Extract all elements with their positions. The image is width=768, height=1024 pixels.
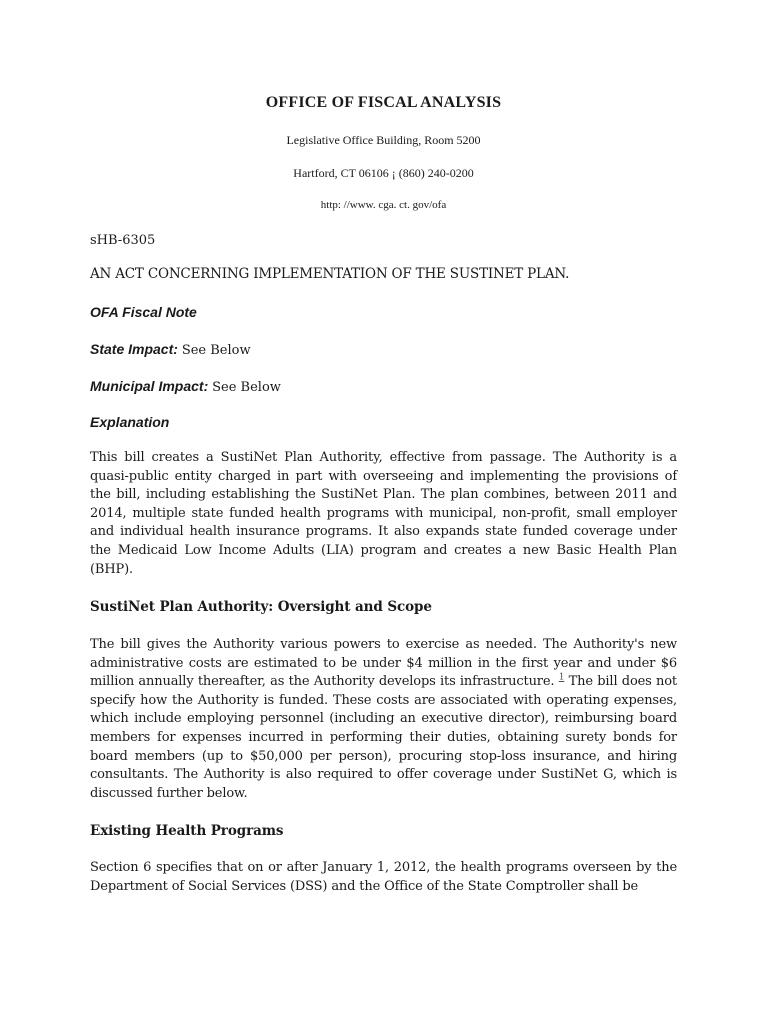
- state-impact: [90, 341, 251, 358]
- authority-paragraph-part1: The bill gives the Authority various powers to exercise as needed. The Authority's new administrative costs are estimated to be under $4 million in the first year and under $6 million annually thereafter, as the Authority develops its infrastructure.: [90, 637, 677, 690]
- authority-paragraph-part2: The bill does not specify how the Authority is funded. These costs are associated with operating expenses, which include employing personnel (including an executive director), reimbursing board members for expenses incurred in performing their duties, obtaining surety bonds for board members (up to $50,000 per person), procuring stop-loss insurance, and hiring consultants. The Authority is also required to offer coverage under SustiNet G, which is discussed further below.: [90, 674, 677, 801]
- office-title: OFFICE OF FISCAL ANALYSIS: [265, 94, 502, 111]
- existing-programs-subheading: Existing Health Programs: [90, 823, 284, 839]
- state-impact-value: See Below: [181, 343, 251, 358]
- existing-programs-paragraph: Section 6 specifies that on or after January 1, 2012, the health programs overseen by the Department of Social Services (DSS) and the Office of the State Comptroller shall be: [90, 860, 677, 894]
- office-address: Legislative Office Building, Room 5200: [286, 133, 481, 147]
- state-impact-label: State Impact:: [90, 341, 178, 357]
- authority-subheading: SustiNet Plan Authority: Oversight and Scope: [90, 599, 432, 615]
- explanation-heading: Explanation: [90, 414, 170, 430]
- municipal-impact-value: See Below: [212, 380, 281, 395]
- office-url[interactable]: http: //www. cga. ct. gov/ofa: [320, 199, 447, 211]
- authority-paragraph: [90, 636, 677, 803]
- footnote-link[interactable]: 1: [558, 672, 565, 683]
- municipal-impact-label: Municipal Impact:: [90, 378, 209, 394]
- bill-id: sHB-6305: [90, 233, 156, 248]
- municipal-impact: [90, 378, 281, 395]
- fiscal-note-heading: OFA Fiscal Note: [90, 304, 197, 320]
- office-city-phone: Hartford, CT 06106 ¡ (860) 240-0200: [293, 166, 474, 180]
- explanation-paragraph: This bill creates a SustiNet Plan Authority, effective from passage. The Authority is a quasi-public entity charged in part with overseeing and implementing the provisions of the bill, including establishing the SustiNet Plan. The plan combines, between 2011 and 2014, multiple state funded health programs with municipal, non-profit, small employer and individual health insurance programs. It also expands state funded coverage under the Medicaid Low Income Adults (LIA) program and creates a new Basic Health Plan (BHP).: [90, 450, 677, 577]
- bill-title: AN ACT CONCERNING IMPLEMENTATION OF THE SUSTINET PLAN.: [90, 266, 570, 282]
